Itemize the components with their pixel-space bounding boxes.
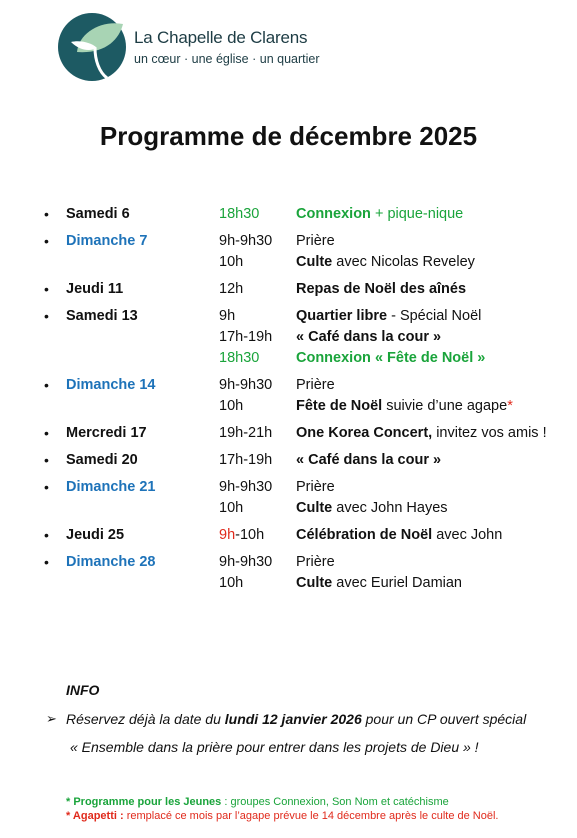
- schedule-desc: [296, 348, 485, 369]
- brand-name-second: de Clarens: [222, 28, 308, 47]
- schedule-day: Jeudi 25: [66, 527, 125, 543]
- schedule-entry: [0, 423, 577, 444]
- schedule-line: [219, 348, 577, 369]
- church-logo-icon: [57, 12, 127, 82]
- text-segment: 9h: [219, 308, 236, 324]
- schedule-line: [219, 306, 577, 327]
- schedule-desc: [296, 498, 448, 519]
- text-segment: 9h-9h30: [219, 479, 273, 495]
- info-line-1: [66, 709, 526, 729]
- info-line-1-pre: Réservez déjà la date du: [66, 711, 225, 727]
- schedule-entry: [0, 552, 577, 594]
- brand-tagline: un cœur · une église · un quartier: [134, 52, 320, 66]
- footnote-agapetti-text: remplacé ce mois par l’agape prévue le 14 décembre après le culte de Noël.: [123, 810, 499, 822]
- footnote-agapetti-label: * Agapetti :: [66, 810, 124, 822]
- text-segment: avec John Hayes: [332, 500, 448, 516]
- schedule-day: Dimanche 28: [66, 554, 156, 570]
- footnote-agapetti: [66, 810, 498, 822]
- schedule-day: Dimanche 7: [66, 233, 148, 249]
- bullet-icon: •: [44, 452, 49, 468]
- text-segment: 10h: [219, 500, 244, 516]
- text-segment: -10h: [235, 527, 265, 543]
- bullet-icon: •: [44, 308, 49, 324]
- schedule-desc: [296, 423, 547, 444]
- text-segment: 18h30: [219, 350, 260, 366]
- text-segment: 12h: [219, 281, 244, 297]
- schedule-entry: [0, 231, 577, 273]
- bullet-icon: •: [44, 233, 49, 249]
- text-segment: avec John: [432, 527, 503, 543]
- text-segment: One Korea Concert,: [296, 425, 433, 441]
- text-segment: Prière: [296, 233, 335, 249]
- schedule-line: [219, 552, 577, 573]
- schedule-time: [219, 279, 296, 300]
- schedule-desc: [296, 477, 335, 498]
- schedule-list: [0, 204, 577, 600]
- schedule-time: [219, 498, 296, 519]
- text-segment: Culte: [296, 575, 333, 591]
- schedule-time: [219, 252, 296, 273]
- info-title: INFO: [66, 682, 100, 698]
- schedule-time: [219, 231, 296, 252]
- schedule-time: [219, 450, 296, 471]
- text-segment: Connexion: [296, 206, 371, 222]
- text-segment: Célébration de Noël: [296, 527, 433, 543]
- text-segment: Connexion « Fête de Noël »: [296, 350, 486, 366]
- text-segment: - Spécial Noël: [387, 308, 482, 324]
- text-segment: 17h-19h: [219, 329, 273, 345]
- text-segment: 9h-9h30: [219, 377, 273, 393]
- schedule-time: [219, 306, 296, 327]
- bullet-icon: •: [44, 425, 49, 441]
- schedule-time: [219, 204, 296, 225]
- schedule-line: [219, 327, 577, 348]
- schedule-time: [219, 525, 296, 546]
- text-segment: invitez vos amis !: [432, 425, 547, 441]
- schedule-desc: [296, 375, 335, 396]
- footnote-jeunes-text: : groupes Connexion, Son Nom et catéchisme: [221, 796, 449, 808]
- text-segment: 17h-19h: [219, 452, 273, 468]
- schedule-time: [219, 348, 296, 369]
- schedule-entry: [0, 279, 577, 300]
- schedule-line: [219, 375, 577, 396]
- text-segment: *: [507, 398, 513, 414]
- schedule-desc: [296, 204, 463, 225]
- text-segment: 9h: [219, 527, 236, 543]
- text-segment: suivie d’une agape: [382, 398, 508, 414]
- schedule-desc: [296, 279, 466, 300]
- bullet-icon: •: [44, 206, 49, 222]
- schedule-time: [219, 552, 296, 573]
- schedule-day: Samedi 20: [66, 452, 138, 468]
- schedule-entry: [0, 306, 577, 369]
- text-segment: « Café dans la cour »: [296, 452, 442, 468]
- bullet-icon: •: [44, 479, 49, 495]
- schedule-line: [219, 450, 577, 471]
- arrow-right-icon: ➢: [46, 711, 57, 726]
- schedule-entry: [0, 477, 577, 519]
- schedule-desc: [296, 306, 481, 327]
- header: [57, 12, 357, 82]
- text-segment: Prière: [296, 377, 335, 393]
- schedule-line: [219, 498, 577, 519]
- schedule-day: Jeudi 11: [66, 281, 124, 297]
- bullet-icon: •: [44, 554, 49, 570]
- text-segment: 9h-9h30: [219, 233, 273, 249]
- schedule-line: [219, 477, 577, 498]
- schedule-desc: [296, 396, 513, 417]
- schedule-entry: [0, 525, 577, 546]
- schedule-line: [219, 396, 577, 417]
- schedule-time: [219, 375, 296, 396]
- schedule-desc: [296, 252, 475, 273]
- text-segment: 19h-21h: [219, 425, 273, 441]
- text-segment: 10h: [219, 254, 244, 270]
- text-segment: 18h30: [219, 206, 260, 222]
- footnote-jeunes-label: * Programme pour les Jeunes: [66, 796, 222, 808]
- text-segment: « Café dans la cour »: [296, 329, 442, 345]
- text-segment: Prière: [296, 479, 335, 495]
- schedule-line: [219, 525, 577, 546]
- text-segment: + pique-nique: [370, 206, 464, 222]
- text-segment: 9h-9h30: [219, 554, 273, 570]
- footnote-jeunes: [66, 796, 449, 808]
- schedule-line: [219, 573, 577, 594]
- schedule-day: Dimanche 14: [66, 377, 156, 393]
- schedule-desc: [296, 231, 335, 252]
- text-segment: Quartier libre: [296, 308, 388, 324]
- text-segment: avec Nicolas Reveley: [332, 254, 475, 270]
- text-segment: 10h: [219, 575, 244, 591]
- schedule-time: [219, 396, 296, 417]
- schedule-desc: [296, 525, 502, 546]
- schedule-entry: [0, 375, 577, 417]
- schedule-time: [219, 573, 296, 594]
- schedule-time: [219, 477, 296, 498]
- schedule-line: [219, 279, 577, 300]
- text-segment: Culte: [296, 254, 333, 270]
- page-title: Programme de décembre 2025: [99, 121, 478, 151]
- info-line-1-post: pour un CP ouvert spécial: [361, 711, 527, 727]
- schedule-line: [219, 204, 577, 225]
- schedule-entry: [0, 450, 577, 471]
- schedule-entry: [0, 204, 577, 225]
- bullet-icon: •: [44, 377, 49, 393]
- schedule-desc: [296, 450, 441, 471]
- schedule-line: [219, 252, 577, 273]
- schedule-line: [219, 231, 577, 252]
- text-segment: avec Euriel Damian: [332, 575, 462, 591]
- schedule-day: Mercredi 17: [66, 425, 147, 441]
- schedule-desc: [296, 573, 462, 594]
- schedule-day: Dimanche 21: [66, 479, 156, 495]
- brand-name: [134, 28, 307, 48]
- schedule-time: [219, 423, 296, 444]
- info-date: lundi 12 janvier 2026: [224, 711, 362, 727]
- text-segment: Fête de Noël: [296, 398, 383, 414]
- schedule-line: [219, 423, 577, 444]
- text-segment: Repas de Noël des aînés: [296, 281, 467, 297]
- bullet-icon: •: [44, 527, 49, 543]
- text-segment: 10h: [219, 398, 244, 414]
- info-line-2: « Ensemble dans la prière pour entrer dans les projets de Dieu » !: [70, 739, 479, 755]
- schedule-desc: [296, 552, 335, 573]
- bullet-icon: •: [44, 281, 49, 297]
- text-segment: Prière: [296, 554, 335, 570]
- text-segment: Culte: [296, 500, 333, 516]
- schedule-desc: [296, 327, 441, 348]
- schedule-time: [219, 327, 296, 348]
- brand-name-first: La Chapelle: [134, 28, 223, 47]
- schedule-day: Samedi 6: [66, 206, 130, 222]
- schedule-day: Samedi 13: [66, 308, 138, 324]
